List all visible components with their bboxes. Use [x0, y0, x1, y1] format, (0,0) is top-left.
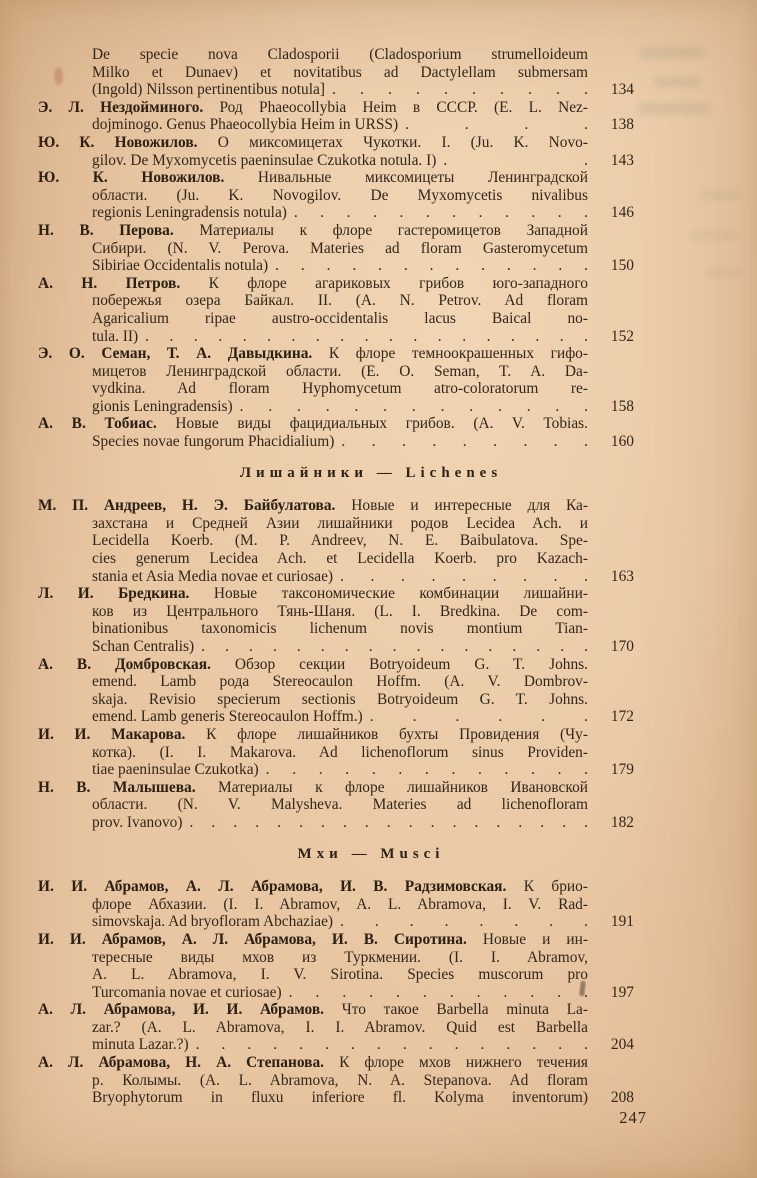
entry-authors: А. В. Домбровская.: [38, 655, 211, 673]
entry-line: zar.? (A. L. Abramova, I. I. Abramov. Quid est Barbella: [92, 1018, 588, 1036]
bleed-through-smudge: [706, 268, 740, 278]
toc-entry: [38, 878, 634, 931]
entry-line-text: Species novae fungorum Phacidialium): [92, 433, 335, 451]
entry-line: Сибири. (N. V. Perova. Materies ad floram Gasteromycetum: [92, 239, 588, 257]
entry-authors: Н. В. Перова.: [38, 221, 174, 239]
entry-line: emend. Lamb рода Stereocaulon Hoffm. (A. V. Dombrov-: [92, 673, 588, 691]
entry-authors: Ю. К. Новожилов.: [38, 169, 225, 187]
entry-line: Э. О. Семан, Т. А. Давыдкина. К флоре темноокрашенных гифо-: [38, 345, 589, 363]
entry-line: И. И. Макарова. К флоре лишайников бухты Провидения (Чу-: [38, 725, 588, 743]
entry-line: vydkina. Ad floram Hyphomycetum atro-coloratorum re-: [92, 380, 588, 398]
bleed-through-smudge: [654, 77, 700, 87]
entry-line: [38, 761, 588, 779]
entry-line: захстана и Средней Азии лишайники родов Lecidea Ach. и: [92, 514, 588, 532]
entry-line: тересные виды мхов из Туркмении. (I. I. Abramov,: [92, 948, 588, 966]
entry-line-text: stania et Asia Media novae et curiosae): [92, 567, 334, 585]
toc-entry: [38, 1001, 634, 1054]
entry-line: А. Л. Абрамова, Н. А. Степанова. К флоре мхов нижнего течения: [38, 1054, 588, 1072]
entry-page-number: 179: [610, 761, 634, 779]
entry-page-number: 163: [610, 567, 634, 585]
entry-authors: А. Н. Петров.: [38, 274, 181, 292]
leader-dots: . . . . . . . . . . . . .: [239, 397, 588, 415]
entry-authors: Ю. К. Новожилов.: [38, 133, 198, 151]
entry-line-text: Schan Centralis): [92, 638, 195, 655]
entry-text: [38, 726, 588, 779]
entry-page-number: 158: [610, 397, 634, 415]
entry-page-number: 191: [610, 913, 634, 931]
entry-text: [38, 99, 588, 134]
leader-dots: . . . . . . . . . . . . .: [265, 761, 588, 779]
entry-line: [38, 116, 588, 134]
entry-line-text: Turcomania novae et curiosae): [92, 983, 282, 1001]
entry-line: [38, 913, 588, 931]
entry-line: [38, 204, 588, 222]
toc-entry: [38, 585, 634, 655]
entry-line: [38, 638, 588, 656]
entry-line: А. Л. Абрамова, И. И. Абрамов. Что такое Barbella minuta La-: [38, 1001, 588, 1019]
entry-line: A. L. Abramova, I. V. Sirotina. Species muscorum pro: [92, 966, 588, 984]
entry-line: [38, 814, 588, 832]
entry-line: Н. В. Малышева. Материалы к флоре лишайников Ивановской: [38, 778, 588, 796]
bleed-through-smudge: [690, 230, 740, 240]
entry-authors: А. Л. Абрамова, И. И. Абрамов.: [38, 1001, 325, 1019]
entry-line: области. (Ju. K. Novogilov. De Myxomycetis nivalibus: [92, 186, 588, 204]
entry-line: флоре Абхазии. (I. I. Abramov, A. L. Abramova, I. V. Rad-: [92, 895, 588, 913]
entry-page-number: 138: [610, 116, 634, 134]
entry-authors: И. И. Абрамов, А. Л. Абрамова, И. В. Сиротина.: [38, 930, 467, 948]
entry-page-number: 152: [610, 327, 634, 345]
entry-authors: Э. О. Семан, Т. А. Давыдкина.: [38, 345, 313, 363]
bleed-through-smudge: [638, 103, 710, 114]
toc-entry: [38, 497, 634, 585]
toc-sections: [38, 46, 634, 1107]
entry-line: binationibus taxonomicis lichenum novis montium Tian-: [92, 620, 588, 638]
entry-authors: Л. И. Бредкина.: [38, 585, 190, 603]
entry-line: И. И. Абрамов, А. Л. Абрамова, И. В. Сиротина. Новые и ин-: [38, 930, 588, 948]
entry-authors: Н. В. Малышева.: [38, 778, 196, 796]
entry-line: мицетов Ленинградской области. (E. O. Seman, T. A. Da-: [92, 362, 588, 380]
entry-line: Bryophytorum in fluxu inferiore fl. Kolyma inventorum): [92, 1089, 588, 1107]
entry-line: котка). (I. I. Makarova. Ad lichenoflorum sinus Providen-: [92, 743, 588, 761]
section-heading: Мхи — Musci: [297, 845, 445, 862]
section-heading: Лишайники — Lichenes: [239, 464, 503, 481]
entry-line: побережья озера Байкал. II. (A. N. Petrov. Ad floram: [92, 292, 588, 310]
entry-line-text: gilov. De Myxomycetis paeninsulae Czukotka notula. I): [92, 151, 437, 169]
entry-text: [38, 222, 588, 275]
entry-text: [38, 275, 588, 345]
entry-page-number: 146: [610, 204, 634, 222]
entry-text: [38, 931, 588, 1001]
entry-line: И. И. Абрамов, А. Л. Абрамова, И. В. Радзимовская. К брио-: [38, 878, 588, 896]
entry-text: [38, 1054, 588, 1107]
entry-line: cies generum Lecidea Ach. et Lecidella Koerb. pro Kazach-: [92, 550, 588, 568]
entry-page-number: 160: [610, 433, 634, 451]
entry-line: [38, 328, 588, 346]
entry-line-text: (Ingold) Nilsson pertinentibus notula]: [92, 81, 325, 99]
entry-authors: Э. Л. Нездойминого.: [38, 98, 204, 116]
entry-line: De specie nova Cladosporii (Cladosporium strumelloideum: [92, 46, 588, 63]
entry-page-number: 134: [610, 81, 634, 99]
toc-entry: [38, 222, 634, 275]
toc-entry: [38, 726, 634, 779]
entry-line: [38, 568, 588, 586]
leader-dots: . . . . . . . . . .: [331, 81, 588, 99]
entry-line: Agaricalium ripae austro-occidentalis lacus Baical no-: [92, 309, 588, 327]
entry-line: [38, 1036, 588, 1054]
entry-line: Н. В. Перова. Материалы к флоре гастеромицетов Западной: [38, 221, 588, 239]
entry-authors: И. И. Макарова.: [38, 725, 186, 743]
toc-entry: [38, 1054, 634, 1107]
entry-line: М. П. Андреев, Н. Э. Байбулатова. Новые и интересные для Ка-: [38, 497, 588, 515]
entry-page-number: 208: [610, 1089, 634, 1107]
toc-entry: [38, 275, 634, 345]
entry-line: skaja. Revisio specierum sectionis Botryoideum G. T. Johns.: [92, 690, 588, 708]
entry-page-number: 182: [610, 813, 634, 831]
entry-line-text: tiae paeninsulae Czukotka): [92, 761, 259, 779]
entry-line: А. В. Домбровская. Обзор секции Botryoideum G. T. Johns.: [38, 655, 588, 673]
entry-authors: А. Л. Абрамова, Н. А. Степанова.: [38, 1054, 325, 1072]
entry-line: р. Колымы. (A. L. Abramova, N. A. Stepanova. Ad floram: [92, 1071, 588, 1089]
entry-line-text: tula. II): [92, 327, 139, 345]
entry-line: [38, 433, 588, 451]
entry-line: Л. И. Бредкина. Новые таксономические комбинации лишайни-: [38, 585, 588, 603]
entry-line: Ю. К. Новожилов. О миксомицетах Чукотки. I. (Ju. K. Novo-: [38, 133, 588, 151]
bleed-through-smudge: [640, 47, 704, 58]
entry-text: [38, 415, 588, 450]
toc-entry: [38, 134, 634, 169]
toc-entry: [38, 99, 634, 134]
entry-line: [38, 398, 588, 416]
entry-line-text: simovskaja. Ad bryofloram Abchaziae): [92, 913, 334, 931]
entry-line: [38, 81, 588, 99]
leader-dots: . . . . . . . . . . . . .: [275, 257, 588, 275]
entry-line-text: dojminogo. Genus Phaeocollybia Heim in URSS): [92, 116, 399, 134]
toc-entry: [38, 46, 634, 99]
entry-text: [38, 1001, 588, 1054]
entry-text: [38, 169, 588, 222]
entry-page-number: 143: [610, 151, 634, 169]
leader-dots: . .: [443, 151, 588, 169]
leader-dots: . . . . . . . . . . . . . . . . .: [201, 638, 588, 655]
entry-text: [38, 46, 588, 99]
entry-line: А. Н. Петров. К флоре агариковых грибов юго-западного: [38, 274, 588, 292]
entry-line: Lecidella Koerb. (M. P. Andreev, N. E. Baibulatova. Spe-: [92, 532, 588, 550]
leader-dots: . . . . . . . . .: [341, 433, 588, 451]
leader-dots: . . . . . .: [369, 708, 588, 726]
entry-text: [38, 878, 588, 931]
entry-line: [38, 257, 588, 275]
entry-line: области. (N. V. Malysheva. Materies ad lichenofloram: [92, 796, 588, 814]
leader-dots: . . . . . . . . .: [340, 567, 588, 585]
leader-dots: . . . . . . . . . . . .: [293, 204, 588, 222]
entry-text: [38, 497, 588, 585]
entry-line-text: minuta Lazar.?): [92, 1036, 189, 1054]
entry-authors: М. П. Андреев, Н. Э. Байбулатова.: [38, 497, 336, 515]
entry-line-text: emend. Lamb generis Stereocaulon Hoffm.): [92, 708, 363, 726]
leader-dots: . . . . . . . . . . . . . . . . . . .: [145, 327, 588, 345]
entry-line-text: regionis Leningradensis notula): [92, 204, 287, 222]
page-number: 247: [619, 1108, 647, 1127]
entry-line: Э. Л. Нездойминого. Род Phaeocollybia Heim в СССР. (E. L. Nez-: [38, 98, 588, 116]
entry-line-text: prov. Ivanovo): [92, 813, 183, 831]
leader-dots: . . . . . . . . . . . . . . . . . . .: [189, 813, 588, 831]
entry-line: А. В. Тобиас. Новые виды фацидиальных грибов. (A. V. Tobias.: [38, 415, 588, 433]
entry-text: [38, 134, 588, 169]
entry-line-text: Sibiriae Occidentalis notula): [92, 257, 269, 275]
entry-text: [38, 656, 588, 726]
leader-dots: . . . . . . . .: [340, 913, 588, 931]
entry-page-number: 170: [610, 638, 634, 655]
entry-page-number: 172: [610, 708, 634, 726]
leader-dots: . . . .: [405, 116, 588, 134]
entry-line: [38, 984, 588, 1002]
entry-text: [38, 779, 588, 832]
toc-entry: [38, 931, 634, 1001]
entry-text: [38, 585, 588, 655]
entry-line-text: gionis Leningradensis): [92, 397, 233, 415]
entry-line: ков из Центрального Тянь-Шаня. (L. I. Bredkina. De com-: [92, 602, 588, 620]
bleed-through-smudge: [700, 190, 740, 200]
entry-authors: А. В. Тобиас.: [38, 415, 157, 433]
entry-line: [38, 708, 588, 726]
entry-page-number: 150: [610, 257, 634, 275]
entry-page-number: 197: [610, 983, 634, 1001]
entry-page-number: 204: [610, 1036, 634, 1054]
entry-authors: И. И. Абрамов, А. Л. Абрамова, И. В. Радзимовская.: [38, 878, 507, 896]
entry-text: [38, 345, 588, 415]
entry-line: [38, 152, 588, 170]
toc-entry: [38, 415, 634, 450]
toc-entry: [38, 169, 634, 222]
leader-dots: . . . . . . . . . . . . . . . .: [195, 1036, 588, 1054]
leader-dots: . . . . . . . . . . . .: [288, 983, 588, 1001]
toc-entry: [38, 656, 634, 726]
entry-line: Ю. К. Новожилов. Нивальные миксомицеты Ленинградской: [38, 169, 588, 187]
entry-line: Milko et Dunaev) et novitatibus ad Dactylellam submersam: [92, 63, 588, 81]
toc-entry: [38, 345, 634, 415]
toc-entry: [38, 779, 634, 832]
